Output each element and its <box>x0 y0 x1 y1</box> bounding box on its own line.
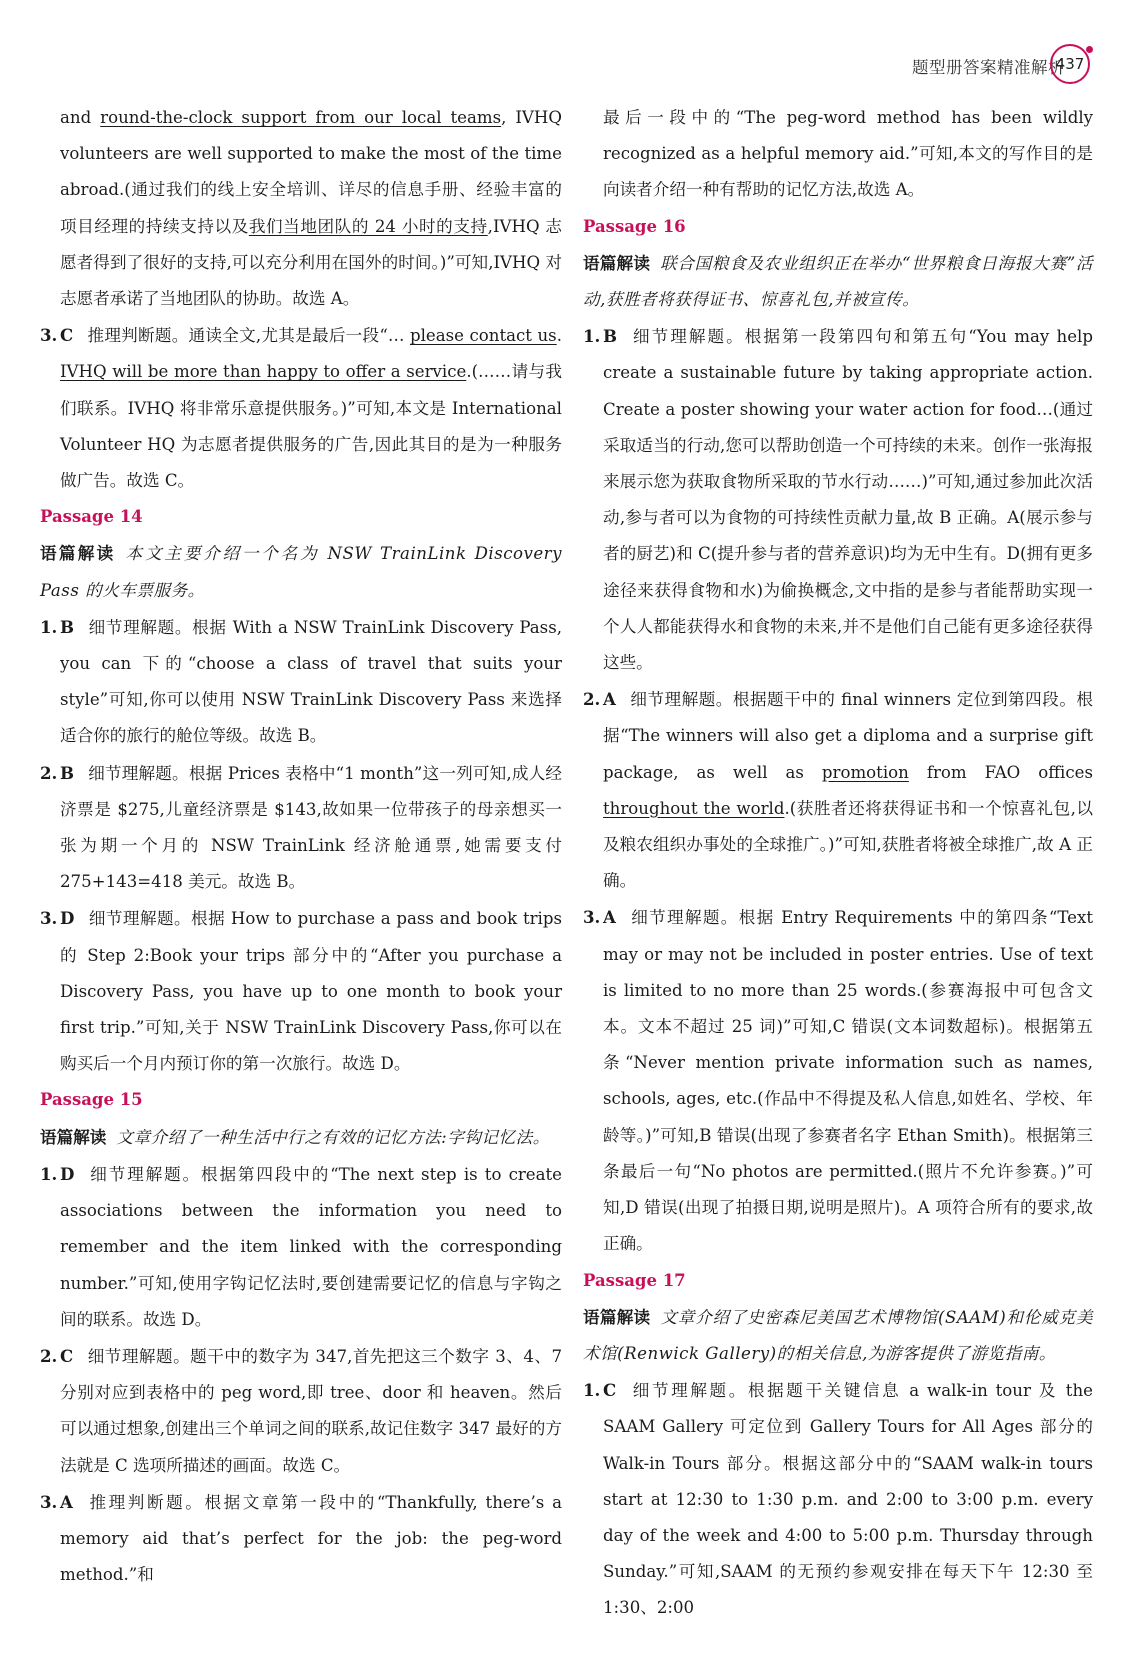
answer-letter: C <box>60 325 74 346</box>
explanation-text: 细节理解题。题干中的数字为 347,首先把这三个数字 3、4、7 分别对应到表格中的 peg word,即 tree、door 和 heaven。然后可以通过想象,创建出三个单词之间的联系,故记住数字 347 最好的方法就是 C 选项所描述的画面。故选 C。 <box>60 1346 562 1475</box>
passage16-heading <box>583 209 1093 245</box>
passage15-question2 <box>40 1338 562 1484</box>
explanation-text: 细节理解题。根据题干关键信息 a walk-in tour 及 the SAAM Gallery 可定位到 Gallery Tours for All Ages 部分的 Walk-in Tours 部分。根据这部分中的“SAAM walk-in tours start at 12:30 to 1:30 p.m. and 2:00 to 3:00 p.m. every day of the week and 4:00 to 5:00 p.m. Thursday through Sunday.”可知,SAAM 的无预约参观安排在每天下午 12:30 至 1:30、2:00 <box>603 1381 1093 1618</box>
passage14-question2 <box>40 755 562 901</box>
text-run: .(获胜者还将获得证书和一个惊喜礼包,以及粮农组织办事处的全球推广。)”可知,获胜者将被全球推广,故 A 正确。 <box>603 798 1093 891</box>
intro-text: 本文主要介绍一个名为 NSW TrainLink Discovery Pass 的火车票服务。 <box>40 544 562 600</box>
text-run: , IVHQ volunteers are well supported to make the most of the time abroad.(通过我们的线上安全培训、详尽的信息手册、经验丰富的项目经理的持续支持以及 <box>60 108 562 236</box>
text-run: and <box>60 108 101 127</box>
section-label: 语篇解读 <box>583 252 651 273</box>
intro-text: 联合国粮食及农业组织正在举办“世界粮食日海报大赛”活动,获胜者将获得证书、惊喜礼包,并被宣传。 <box>583 253 1094 310</box>
answer-letter: C <box>603 1380 617 1401</box>
left-column <box>40 100 562 1593</box>
underlined-text: throughout the world <box>603 798 785 818</box>
explanation-text: 细节理解题。根据 Entry Requirements 中的第四条“Text may or may not be included in poster entries. Use of text is limited to no more than 25 words.(参赛海报中可包含文本。文本不超过 25 词)”可知,C 错误(文本词数超标)。根据第五条“Never mention private information such as names, schools, ages, etc.(作品中不得提及私人信息,如姓名、学校、年龄等。)”可知,B 错误(出现了参赛者名字 Ethan Smith)。根据第三条最后一句“No photos are permitted.(照片不允许参赛。)”可知,D 错误(出现了拍摄日期,说明是照片)。A 项符合所有的要求,故正确。 <box>603 908 1093 1254</box>
question-number: 2. <box>583 689 601 710</box>
question-number: 3. <box>583 907 601 928</box>
section-label: 语篇解读 <box>583 1306 651 1327</box>
passage14-intro <box>40 535 562 608</box>
text-run: 细节理解题。根据题干中的 final winners 定位到第四段。根据“The winners will also get a diploma and a surprise gift package, as well as <box>603 690 1093 782</box>
underlined-text: IVHQ will be more than happy to offer a service <box>60 362 467 382</box>
question-number: 2. <box>40 1345 58 1366</box>
section-label: 语篇解读 <box>40 1126 107 1147</box>
passage14-question3 <box>40 900 562 1082</box>
question-number: 2. <box>40 762 58 783</box>
passage-title: Passage 16 <box>583 216 686 236</box>
passage16-intro <box>583 245 1093 318</box>
passage14-question1 <box>40 609 562 755</box>
explanation-text: 细节理解题。根据第一段第四句和第五句“You may help create a sustainable future by taking appropriate action. Create a poster showing your water action for food…(通过采取适当的行动,您可以帮助创造一个可持续的未来。创作一张海报来展示您为获取食物所采取的节水行动……)”可知,通过参加此次活动,参与者可以为食物的可持续性贡献力量,故 B 正确。A(展示参与者的厨艺)和 C(提升参与者的营养意识)均为无中生有。D(拥有更多途径来获得食物和水)为偷换概念,文中指的是参与者能帮助实现一个人人都能获得水和食物的未来,并不是他们自己能有更多途径获得这些。 <box>603 327 1093 673</box>
answer-letter: A <box>603 907 616 928</box>
explanation-text: 细节理解题。根据第四段中的“The next step is to create associations between the information you need to remember and the item linked with the corresponding number.”可知,使用字钩记忆法时,要创建需要记忆的信息与字钩之间的联系。故选 D。 <box>60 1164 562 1329</box>
question-number: 3. <box>40 1491 58 1512</box>
question-number: 1. <box>40 1163 58 1184</box>
answer-letter: C <box>60 1345 74 1366</box>
intro-text: 文章介绍了史密森尼美国艺术博物馆(SAAM)和伦威克美术馆(Renwick Gallery)的相关信息,为游客提供了游览指南。 <box>583 1307 1094 1363</box>
text-run: . <box>556 326 562 346</box>
answer-letter: D <box>60 908 75 929</box>
text-run: from FAO offices <box>908 762 1093 782</box>
passage17-heading <box>583 1263 1093 1299</box>
passage-title: Passage 14 <box>40 507 143 527</box>
answer-letter: B <box>60 762 75 783</box>
passage-title: Passage 17 <box>583 1270 686 1290</box>
passage15-intro <box>40 1119 562 1156</box>
passage-title: Passage 15 <box>40 1090 143 1110</box>
answer-letter: A <box>603 689 616 710</box>
passage17-question1 <box>583 1372 1093 1626</box>
explanation-text: 细节理解题。根据 With a NSW TrainLink Discovery Pass, you can 下的“choose a class of travel that suits your style”可知,你可以使用 NSW TrainLink Discovery Pass 来选择适合你的旅行的舱位等级。故选 B。 <box>60 617 562 746</box>
passage15-question1 <box>40 1156 562 1338</box>
passage16-question3 <box>583 899 1093 1262</box>
passage16-question2 <box>583 681 1093 899</box>
explanation-text: 细节理解题。根据 Prices 表格中“1 month”这一列可知,成人经济票是 $275,儿童经济票是 $143,故如果一位带孩子的母亲想买一张为期一个月的 NSW TrainLink 经济舱通票,她需要支付 275+143=418 美元。故选 B。 <box>60 763 562 892</box>
question-number: 1. <box>583 326 601 347</box>
passage17-intro <box>583 1299 1093 1372</box>
section-label: 语篇解读 <box>40 543 116 564</box>
underlined-text: round-the-clock support from our local teams <box>100 108 502 127</box>
answer-letter: B <box>60 616 75 637</box>
text-run: ,IVHQ 志愿者得到了很好的支持,可以充分利用在国外的时间。)”可知,IVHQ 对志愿者承诺了当地团队的协助。故选 A。 <box>60 216 563 309</box>
text-run: 推理判断题。通读全文,尤其是最后一段“… <box>87 326 410 346</box>
passage14-heading <box>40 499 562 535</box>
passage15-q3-continuation: 最后一段中的“The peg-word method has been wildly recognized as a helpful memory aid.”可知,本文的写作目的是向读者介绍一种有帮助的记忆方法,故选 A。 <box>603 108 1093 200</box>
passage13-question3 <box>40 317 562 499</box>
page-number-badge: 437 <box>1050 44 1090 84</box>
passage16-question1 <box>583 318 1093 681</box>
underlined-text: promotion <box>821 762 909 782</box>
passage15-heading <box>40 1082 562 1118</box>
text-run: .(……请与我们联系。IVHQ 将非常乐意提供服务。)”可知,本文是 International Volunteer HQ 为志愿者提供服务的广告,因此其目的是为一种服务做广告。故选 C。 <box>60 362 562 491</box>
answer-letter: B <box>603 326 618 347</box>
intro-text: 文章介绍了一种生活中行之有效的记忆方法:字钩记忆法。 <box>116 1127 550 1147</box>
underlined-text: 我们当地团队的 24 小时的支持 <box>248 216 488 236</box>
question-number: 1. <box>583 1380 601 1401</box>
answer-letter: A <box>60 1491 73 1512</box>
passage13-q2-continuation <box>40 100 562 317</box>
underlined-text: please contact us <box>409 326 557 346</box>
badge-dot-icon <box>1086 46 1093 53</box>
passage15-question3 <box>40 1484 562 1594</box>
question-number: 3. <box>40 325 58 346</box>
question-number: 3. <box>40 908 58 929</box>
explanation-text: 推理判断题。根据文章第一段中的“Thankfully, there’s a memory aid that’s perfect for the job: the peg-word method.”和 <box>60 1492 562 1585</box>
explanation-text: 细节理解题。根据 How to purchase a pass and book trips 的 Step 2:Book your trips 部分中的“After you purchase a Discovery Pass, you have up to one month to book your first trip.”可知,关于 NSW TrainLink Discovery Pass,你可以在购买后一个月内预订你的第一次旅行。故选 D。 <box>60 909 562 1074</box>
header-title: 题型册答案精准解析 <box>912 58 1065 77</box>
answer-letter: D <box>60 1163 75 1184</box>
right-column <box>583 100 1093 1627</box>
question-number: 1. <box>40 616 58 637</box>
